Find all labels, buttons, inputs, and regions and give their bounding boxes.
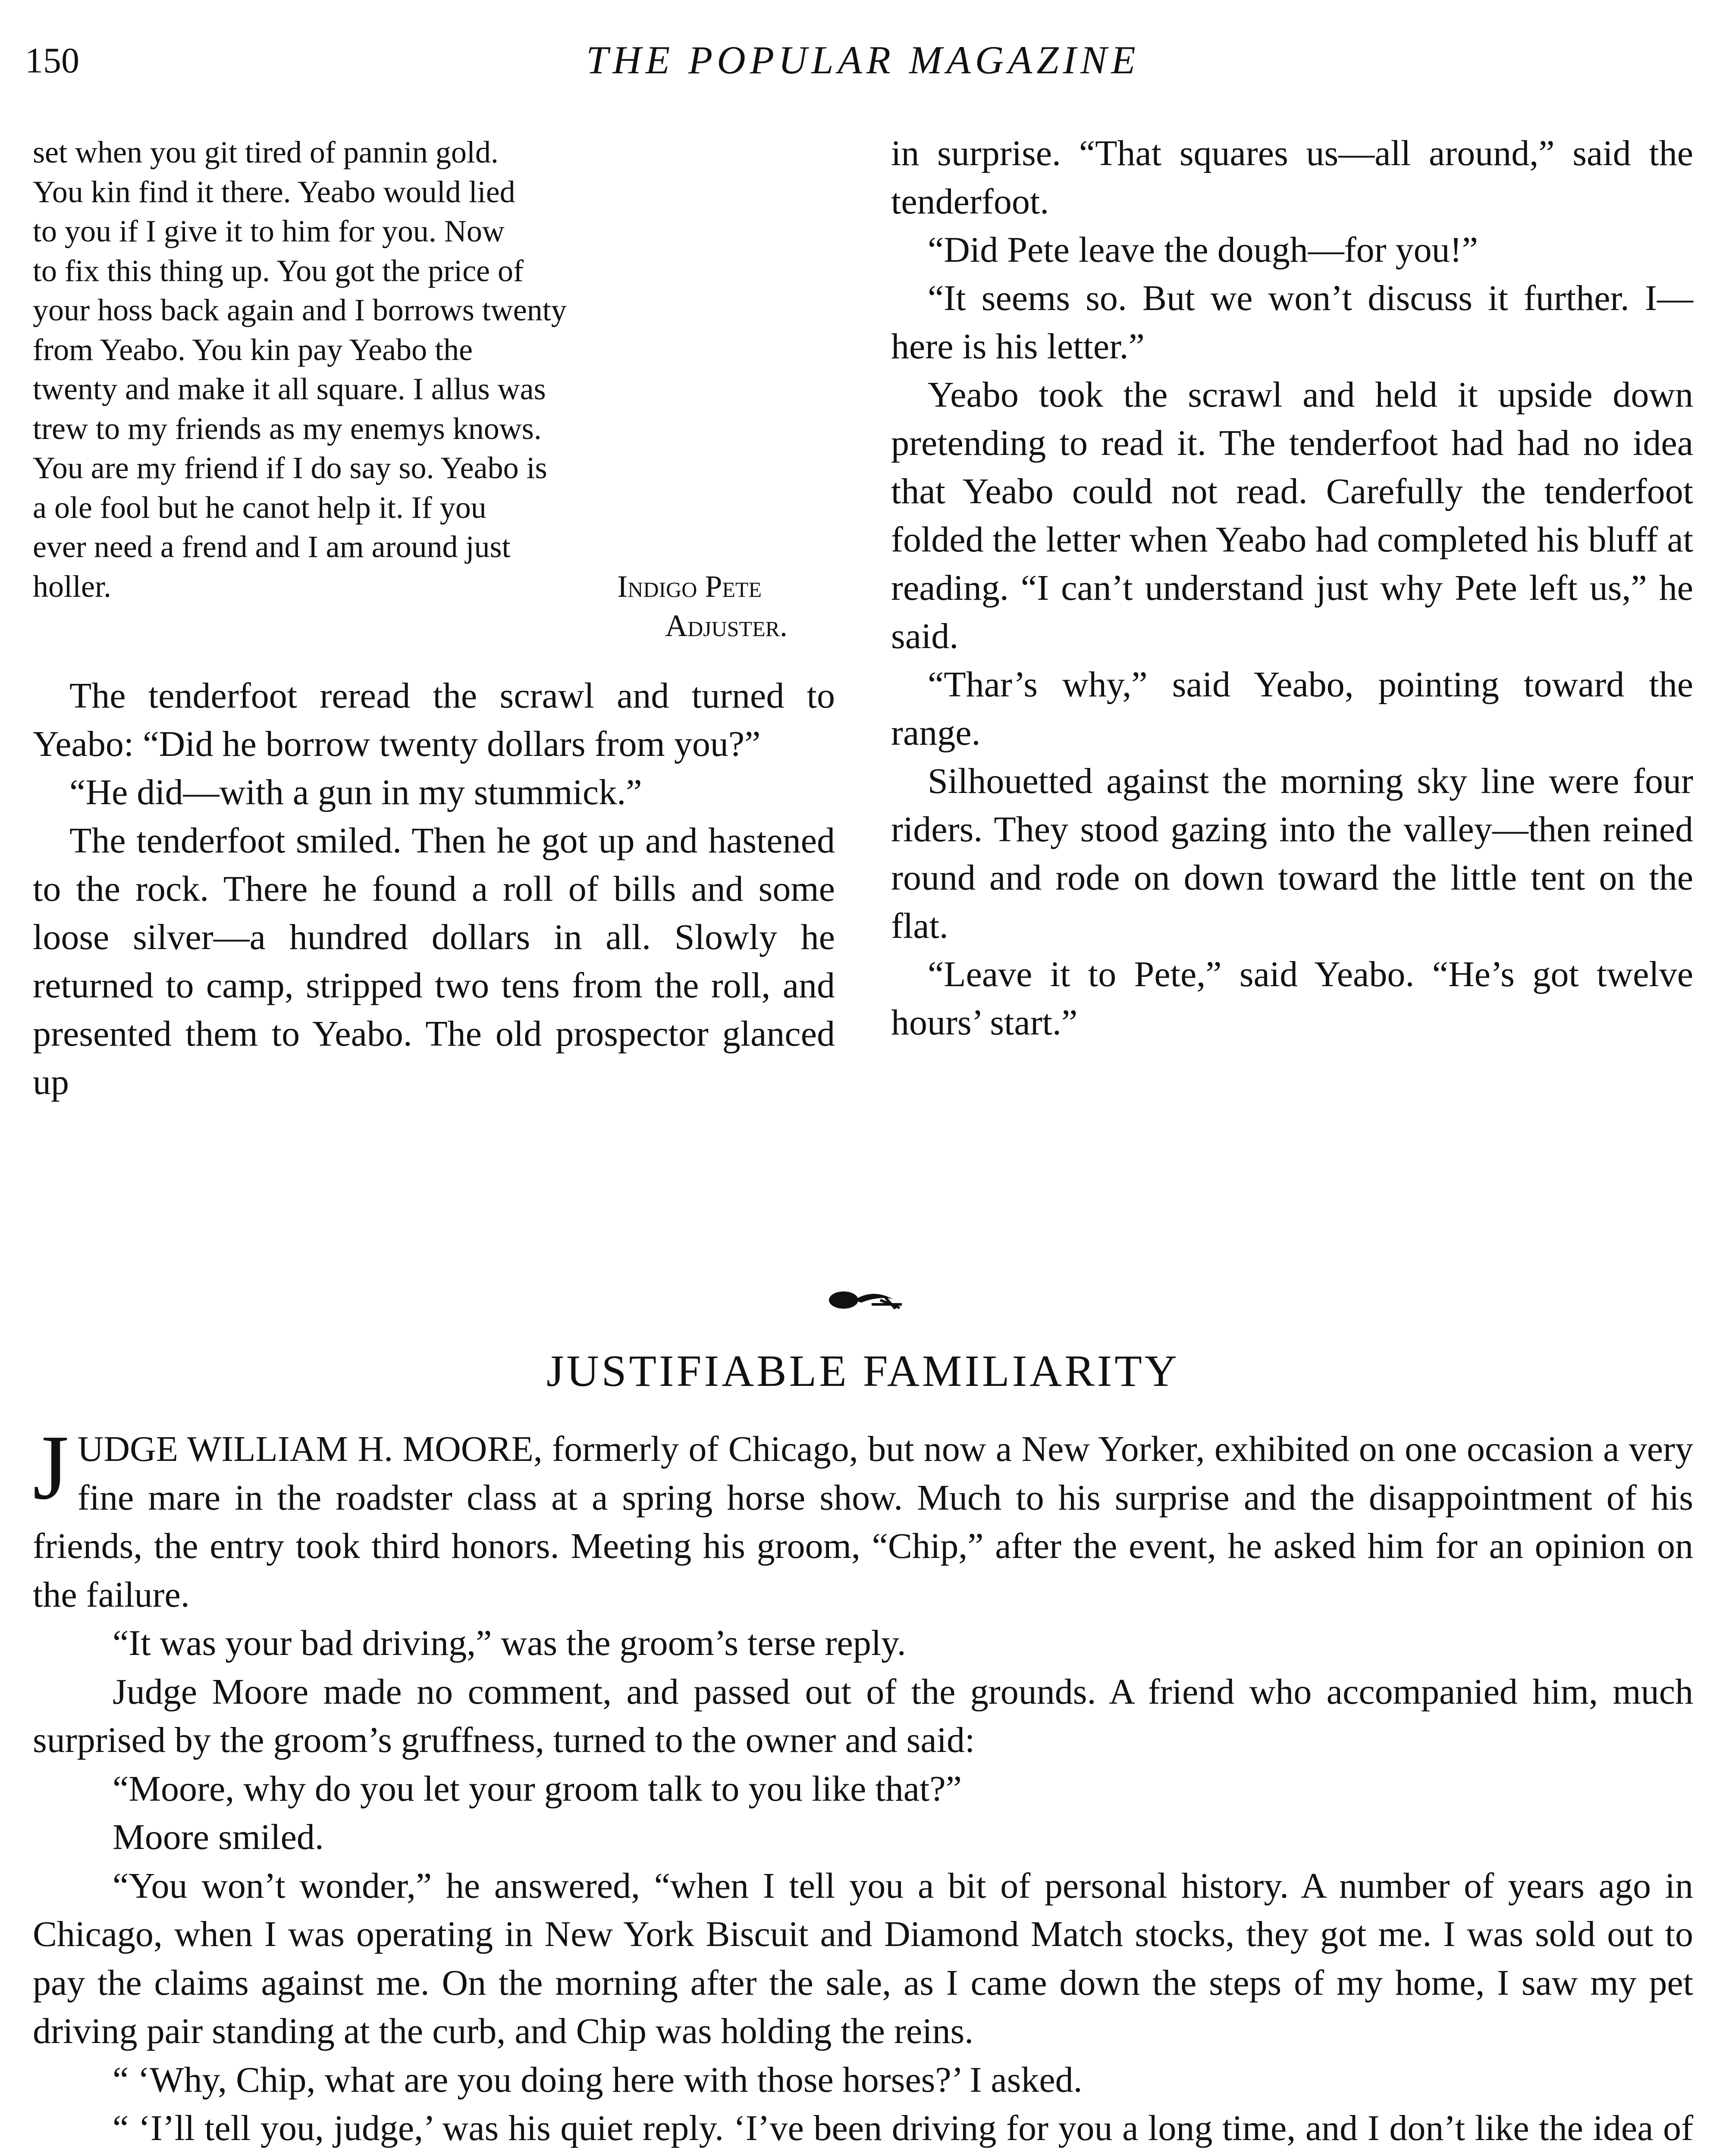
story-paragraph: in surprise. “That squares us—all around,” said the tenderfoot. — [891, 133, 1693, 222]
story-paragraph: “Thar’s why,” said Yeabo, pointing toward the range. — [891, 664, 1693, 753]
letter-line: set when you git tired of pannin gold. — [33, 135, 499, 169]
article-paragraph: “ ‘Why, Chip, what are you doing here with those horses?’ I asked. — [113, 2059, 1083, 2100]
signature-title: Adjuster. — [665, 608, 788, 643]
running-head: THE POPULAR MAGAZINE — [586, 38, 1140, 82]
left-column — [33, 133, 835, 1106]
story-paragraph: Yeabo took the scrawl and held it upside down pretending to read it. The tenderfoot had had no idea that Yeabo could not read. Carefully the tenderfoot folded the letter when Yeabo had completed his bluff at reading. “I can’t understand just why Pete left us,” he said. — [891, 375, 1693, 656]
drop-cap: J — [33, 1416, 69, 1519]
article-paragraph: Moore smiled. — [113, 1817, 324, 1857]
article-lead-paragraph — [33, 1416, 1693, 1619]
article-body — [33, 1416, 1693, 2156]
story-paragraph: “It seems so. But we won’t discuss it further. I—here is his letter.” — [891, 278, 1693, 367]
article-paragraph: Judge Moore made no comment, and passed out of the grounds. A friend who accompanied him, much surprised by the groom’s gruffness, turned to the owner and said: — [33, 1671, 1693, 1760]
letter-line: twenty and make it all square. I allus was — [33, 372, 546, 406]
letter-line: from Yeabo. You kin pay Yeabo the — [33, 332, 473, 367]
article-paragraph: “Moore, why do you let your groom talk to you like that?” — [113, 1768, 962, 1809]
letter-line: your hoss back again and I borrows twenty — [33, 293, 567, 327]
article-paragraph: “You won’t wonder,” he answered, “when I tell you a bit of personal history. A number of years ago in Chicago, when I was operating in New York Biscuit and Diamond Match stocks, they got me. I was sold out to pay the claims against me. On the morning after the sale, as I came down the steps of my home, I saw my pet driving pair standing at the curb, and Chip was holding the reins. — [33, 1865, 1693, 2051]
signature-name: Indigo Pete — [617, 569, 762, 604]
story-paragraph: The tenderfoot smiled. Then he got up and hastened to the rock. There he found a roll of bills and some loose silver—a hundred dollars in all. Slowly he returned to camp, stripped two tens from the roll, and presented them to Yeabo. The old prospector glanced up — [33, 820, 835, 1102]
article-paragraph: “It was your bad driving,” was the groom’s terse reply. — [113, 1623, 906, 1663]
article-title: JUSTIFIABLE FAMILIARITY — [546, 1346, 1180, 1396]
letter-closing — [33, 567, 835, 607]
lead-text: UDGE WILLIAM H. MOORE, formerly of Chicago, but now a New Yorker, exhibited on one occasion a very fine mare in the roadster class at a spring horse show. Much to his surprise and the disappointment of his friends, the entry took third honors. Meeting his groom, “Chip,” after the event, he asked him for an opinion on the failure. — [33, 1429, 1693, 1615]
letter-line: to you if I give it to him for you. Now — [33, 214, 505, 248]
article-paragraph: “ ‘I’ll tell you, judge,’ was his quiet reply. ‘I’ve been driving for you a long time, and I don’t like the idea of — [113, 2108, 1693, 2148]
letter-line: ever need a frend and I am around just — [33, 530, 511, 564]
letter-line: trew to my friends as my enemys knows. — [33, 411, 542, 446]
pete-letter — [33, 133, 835, 646]
story-paragraph: “He did—with a gun in my stummick.” — [69, 772, 642, 812]
letter-line: You are my friend if I do say so. Yeabo is — [33, 451, 547, 485]
letter-line: to fix this thing up. You got the price of — [33, 253, 524, 288]
fleuron-ornament-icon — [820, 1287, 906, 1313]
right-column — [891, 129, 1693, 1047]
story-paragraph: “Leave it to Pete,” said Yeabo. “He’s got twelve hours’ start.” — [891, 954, 1693, 1043]
story-paragraph: Silhouetted against the morning sky line were four riders. They stood gazing into the valley—then reined round and rode on down toward the little tent on the flat. — [891, 761, 1693, 946]
page-number: 150 — [25, 41, 79, 81]
letter-line: You kin find it there. Yeabo would lied — [33, 174, 515, 209]
story-paragraph: “Did Pete leave the dough—for you!” — [928, 230, 1478, 270]
story-left — [33, 672, 835, 1106]
letter-last-word: holler. — [33, 569, 111, 604]
letter-line: a ole fool but he canot help it. If you — [33, 490, 486, 525]
story-paragraph: The tenderfoot reread the scrawl and turned to Yeabo: “Did he borrow twenty dollars from you?” — [33, 675, 835, 764]
